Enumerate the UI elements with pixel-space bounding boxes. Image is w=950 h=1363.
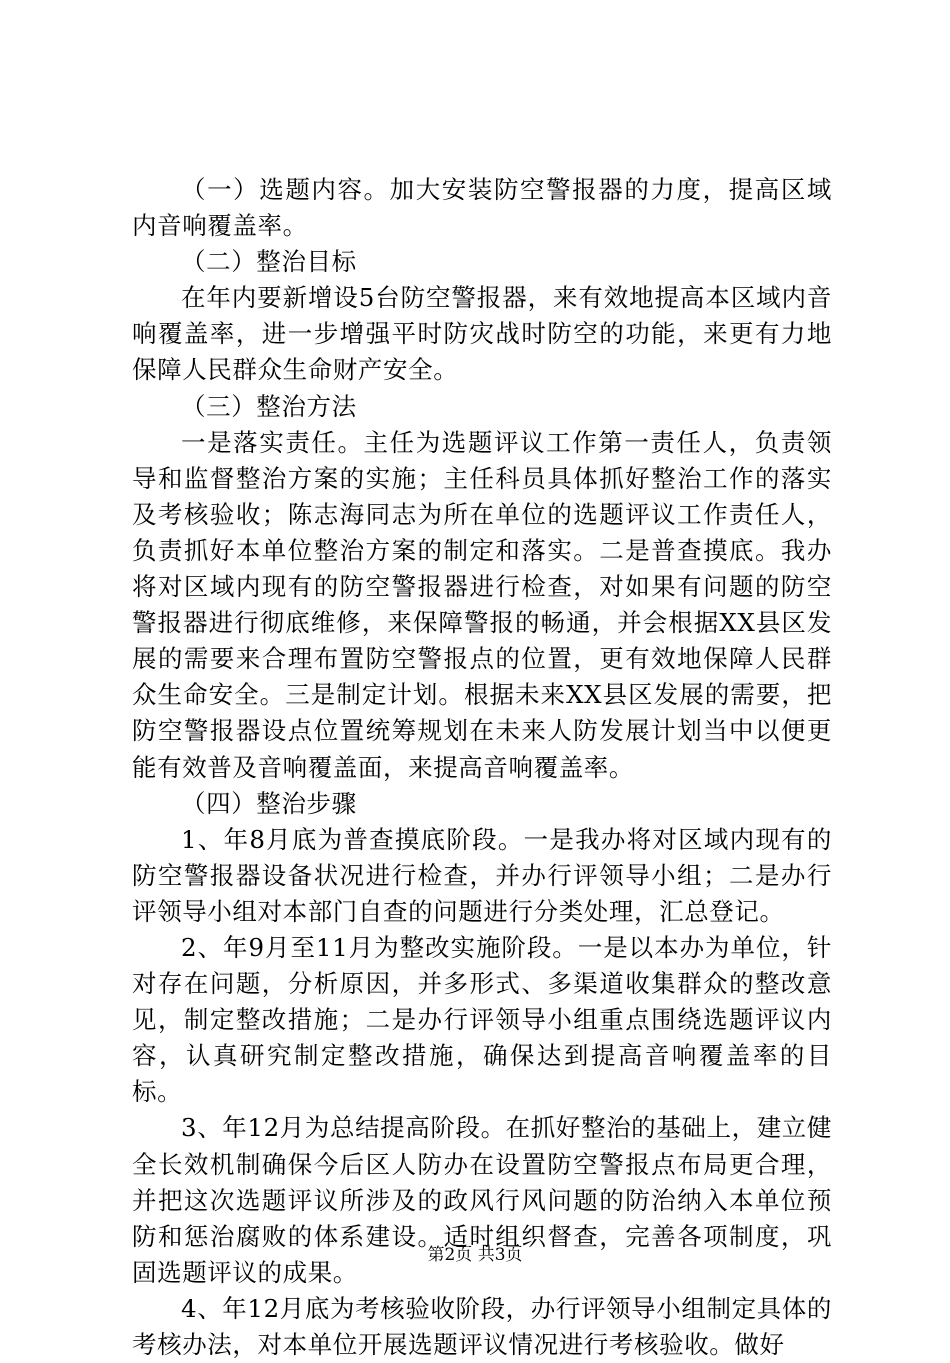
- heading-rectification-goal: （二）整治目标: [181, 247, 357, 277]
- heading-rectification-method: （三）整治方法: [181, 391, 357, 421]
- paragraph-rectification-method: 一是落实责任。主任为选题评议工作第一责任人，负责领导和监督整治方案的实施；主任科员具体抓好整治工作的落实及考核验收；陈志海同志为所在单位的选题评议工作责任人，负责抓好本单位整治方案的制定和落实。二是普查摸底。我办将对区域内现有的防空警报器进行检查，对如果有问题的防空警报器进行彻底维修，来保障警报的畅通，并会根据XX县区发展的需要来合理布置防空警报点的位置，更有效地保障人民群众生命安全。三是制定计划。根据未来XX县区发展的需要，把防空警报器设点位置统筹规划在未来人防发展计划当中以便更能有效普及音响覆盖面，来提高音响覆盖率。: [132, 427, 832, 782]
- paragraph-rectification-goal: 在年内要新增设5台防空警报器，来有效地提高本区域内音响覆盖率，进一步增强平时防灾战时防空的功能，来更有力地保障人民群众生命财产安全。: [132, 283, 832, 385]
- paragraph-step-2: 2、年9月至11月为整改实施阶段。一是以本办为单位，针对存在问题，分析原因，并多形式、多渠道收集群众的整改意见，制定整改措施；二是办行评领导小组重点围绕选题评议内容，认真研究制定整改措施，确保达到提高音响覆盖率的目标。: [132, 932, 832, 1107]
- paragraph-step-4: 4、年12月底为考核验收阶段，办行评领导小组制定具体的考核办法，对本单位开展选题评议情况进行考核验收。做好: [132, 1293, 832, 1359]
- paragraph-step-1: 1、年8月底为普查摸底阶段。一是我办将对区域内现有的防空警报器设备状况进行检查，并办行评领导小组；二是办行评领导小组对本部门自查的问题进行分类处理，汇总登记。: [132, 824, 832, 926]
- document-body: [132, 172, 832, 1363]
- paragraph-step-3: 3、年12月为总结提高阶段。在抓好整治的基础上，建立健全长效机制确保今后区人防办在设置防空警报点布局更合理，并把这次选题评议所涉及的政风行风问题的防治纳入本单位预防和惩治腐败的体系建设。适时组织督查，完善各项制度，巩固选题评议的成果。: [132, 1113, 832, 1287]
- paragraph-topic-content: （一）选题内容。加大安装防空警报器的力度，提高区域内音响覆盖率。: [132, 175, 832, 241]
- heading-rectification-steps: （四）整治步骤: [181, 788, 357, 818]
- page-number-footer: 第2页 共3页: [427, 1245, 523, 1265]
